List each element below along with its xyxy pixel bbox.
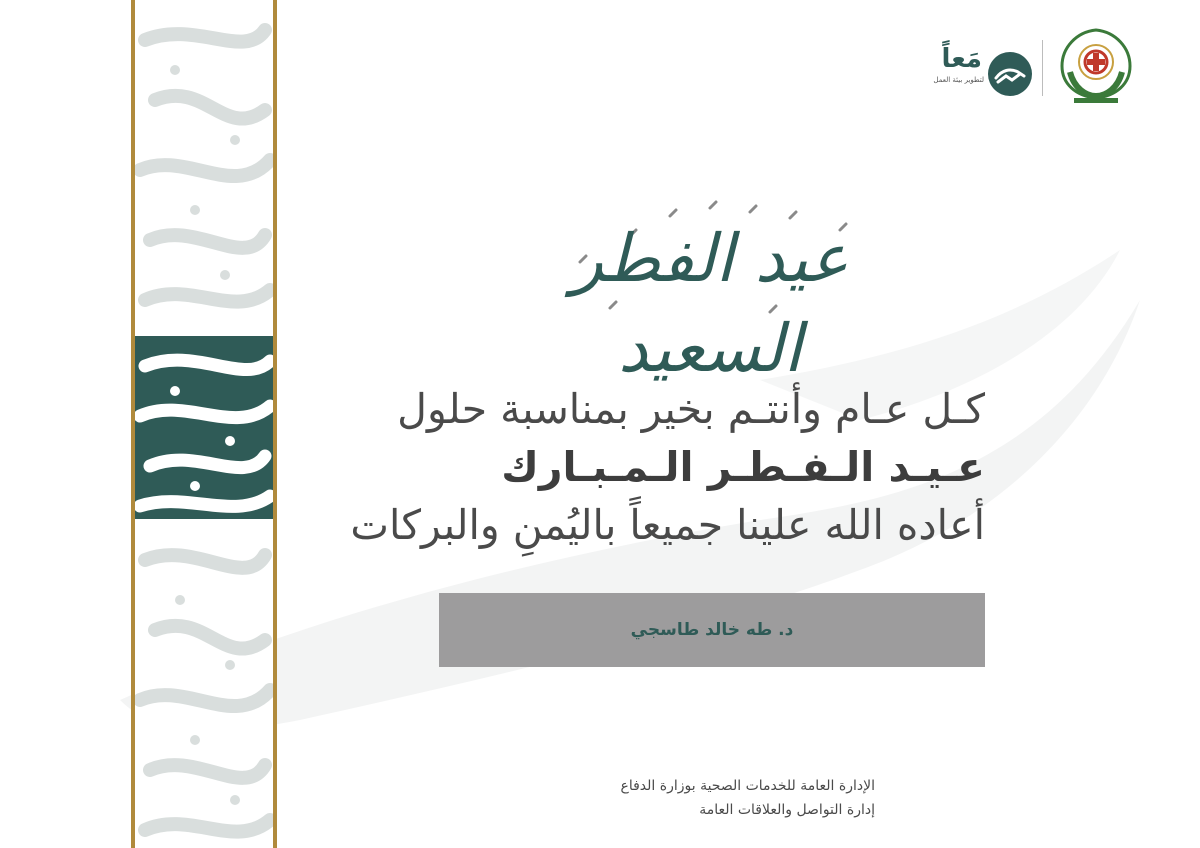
calligraphy-title-text: عيد الفطر السعيد <box>571 220 849 387</box>
greeting-line-3: أعاده الله علينا جميعاً باليُمنِ والبركات <box>350 501 985 549</box>
greeting-line-1: كـل عـام وأنتـم بخير بمناسبة حلول <box>397 385 985 433</box>
calligraphy-dark-pattern-icon <box>135 336 273 519</box>
greeting-line-2: عـيـد الـفـطـر الـمـبـارك <box>501 443 985 491</box>
maan-logo-subtitle: لتطوير بيئة العمل <box>933 76 984 84</box>
greeting-message <box>350 380 985 554</box>
calligraphy-title <box>520 196 900 387</box>
footer-line-1: الإدارة العامة للخدمات الصحية بوزارة الدفاع <box>620 778 875 794</box>
military-medical-emblem-icon <box>1056 26 1136 104</box>
maan-logo-text: مَعاً <box>941 44 982 74</box>
sender-name: د. طه خالد طاسجي <box>630 620 794 640</box>
logo-separator <box>1042 40 1043 96</box>
maan-handshake-logo-icon <box>988 52 1032 96</box>
maan-logo <box>920 40 1032 94</box>
footer-line-2: إدارة التواصل والعلاقات العامة <box>699 802 875 818</box>
decorative-band <box>131 0 277 848</box>
logos-area <box>933 26 1136 104</box>
band-dark-panel <box>135 336 273 519</box>
footer <box>520 774 875 822</box>
sender-name-box <box>439 593 985 667</box>
